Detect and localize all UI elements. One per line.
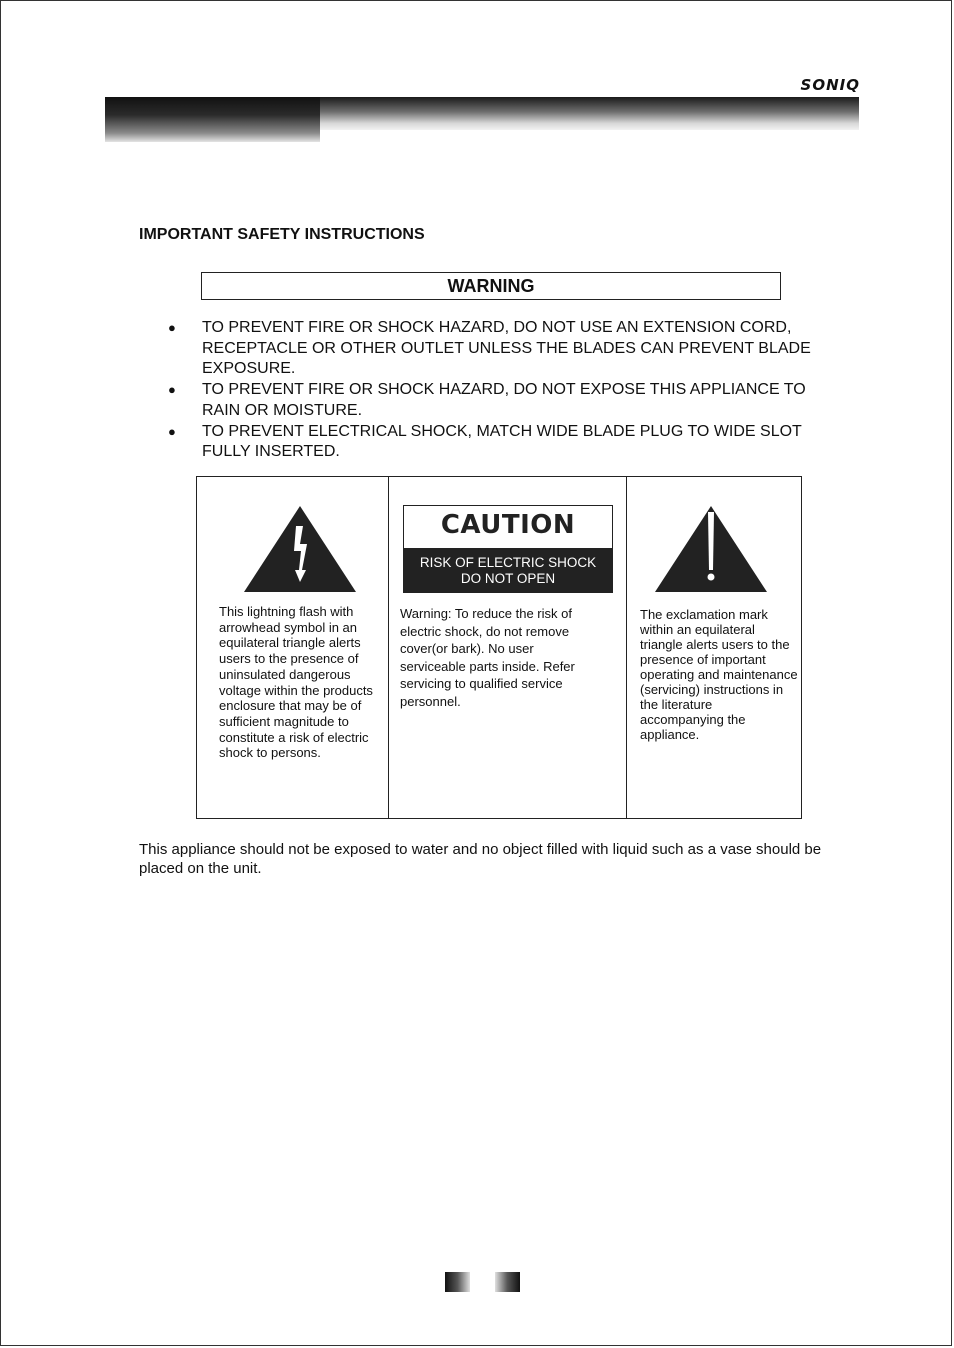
exclamation-triangle-icon <box>655 506 767 592</box>
bullet-icon: ● <box>168 382 176 398</box>
lightning-description: This lightning flash with arrowhead symbol in an equilateral triangle alerts users to the presence of uninsulated dangerous voltage within the products enclosure that may be of sufficient magnitude to constitute a risk of electric shock to persons. <box>219 604 373 761</box>
caution-title: CAUTION <box>440 510 576 540</box>
page-number-tab-left <box>445 1272 470 1292</box>
section-title: IMPORTANT SAFETY INSTRUCTIONS <box>139 226 425 243</box>
warning-item-text: TO PREVENT FIRE OR SHOCK HAZARD, DO NOT EXPOSE THIS APPLIANCE TO RAIN OR MOISTURE. <box>202 381 806 419</box>
bullet-icon: ● <box>168 423 176 439</box>
warning-heading: WARNING <box>201 272 781 300</box>
warning-item <box>160 422 820 463</box>
caution-description: Warning: To reduce the risk of electric shock, do not remove cover(or bark). No user serviceable parts inside. Refer servicing to qualified service personnel. <box>400 606 575 709</box>
lightning-symbol-column <box>197 477 389 818</box>
exclamation-symbol-column <box>626 477 801 818</box>
warning-item-text: TO PREVENT FIRE OR SHOCK HAZARD, DO NOT USE AN EXTENSION CORD, RECEPTACLE OR OTHER OUTLET UNLESS THE BLADES CAN PREVENT BLADE EXPOSURE. <box>202 319 811 378</box>
exclamation-description: The exclamation mark within an equilateral triangle alerts users to the presence of important operating and maintenance (servicing) instructions in the literature accompanying the appliance. <box>640 607 798 742</box>
warning-item-text: TO PREVENT ELECTRICAL SHOCK, MATCH WIDE BLADE PLUG TO WIDE SLOT FULLY INSERTED. <box>202 422 802 461</box>
caution-band <box>404 548 612 592</box>
bullet-icon: ● <box>168 320 176 335</box>
header-gradient-bar <box>320 97 859 130</box>
caution-label <box>403 505 613 593</box>
safety-symbols-table <box>196 476 802 819</box>
warning-list <box>160 318 820 463</box>
liquid-warning-note: This appliance should not be exposed to water and no object filled with liquid such as a vase should be placed on the unit. <box>139 841 822 877</box>
caution-band-line-2: DO NOT OPEN <box>460 570 556 586</box>
warning-item <box>160 318 820 380</box>
header-gradient-block <box>105 97 320 142</box>
lightning-triangle-icon <box>244 506 356 592</box>
brand-logo: SONIQ <box>800 76 860 94</box>
caution-band-line-1: RISK OF ELECTRIC SHOCK <box>419 555 597 570</box>
page-number-tab-right <box>495 1272 520 1292</box>
warning-item <box>160 380 820 421</box>
caution-column <box>388 477 627 818</box>
